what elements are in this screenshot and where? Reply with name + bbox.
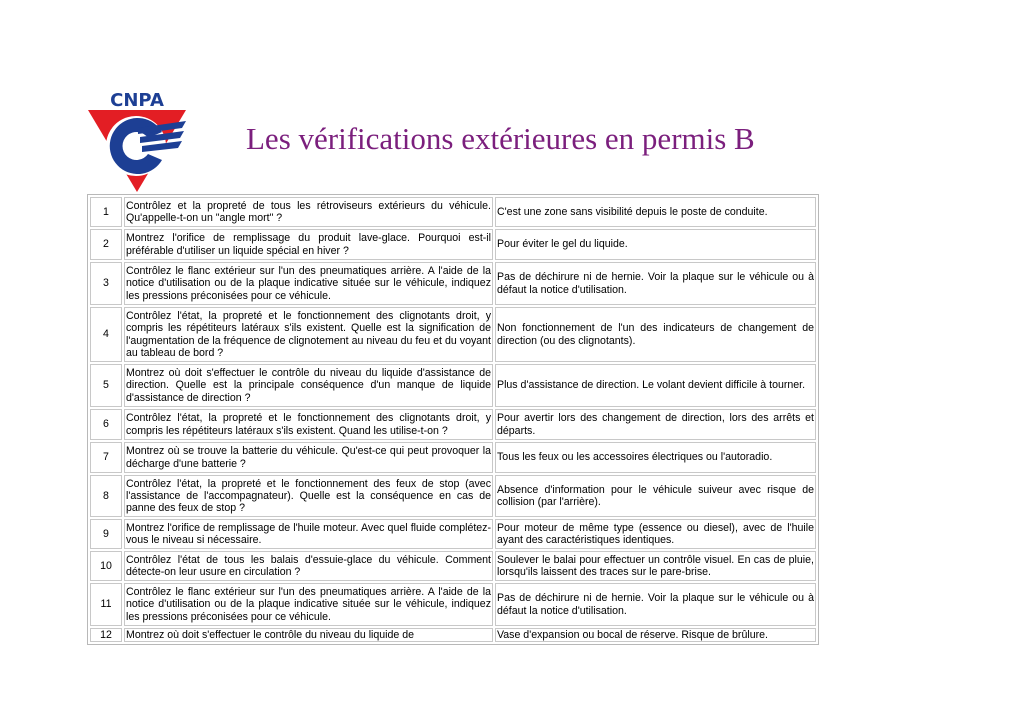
table-row: [90, 262, 816, 305]
table-row: [90, 628, 816, 642]
question-cell: Montrez où se trouve la batterie du véhicule. Qu'est-ce qui peut provoquer la décharge d'une batterie ?: [124, 442, 493, 473]
question-cell: Contrôlez et la propreté de tous les rétroviseurs extérieurs du véhicule. Qu'appelle-t-on un "angle mort" ?: [124, 197, 493, 227]
question-cell: Contrôlez le flanc extérieur sur l'un des pneumatiques arrière. A l'aide de la notice d'utilisation ou de la plaque indicative située sur le véhicule, indiquez les pressions préconisées pour ce véhicule.: [124, 262, 493, 305]
questions-table: [87, 194, 819, 645]
question-cell: Montrez où doit s'effectuer le contrôle du niveau du liquide de: [124, 628, 493, 642]
question-cell: Contrôlez l'état, la propreté et le fonctionnement des clignotants droit, y compris les répétiteurs latéraux s'ils existent. Quelle est la signification de l'augmentation de la fréquence de clignotement au niveau du feu et du voyant au tableau de bord ?: [124, 307, 493, 362]
row-number: 9: [90, 519, 122, 549]
question-cell: Contrôlez le flanc extérieur sur l'un des pneumatiques arrière. A l'aide de la notice d'utilisation ou de la plaque indicative située sur le véhicule, indiquez les pressions préconisées pour ce véhicule.: [124, 583, 493, 626]
row-number: 7: [90, 442, 122, 473]
table-row: [90, 583, 816, 626]
answer-cell: Tous les feux ou les accessoires électriques ou l'autoradio.: [495, 442, 816, 473]
row-number: 11: [90, 583, 122, 626]
row-number: 10: [90, 551, 122, 581]
table-row: [90, 229, 816, 260]
page-title: Les vérifications extérieures en permis B: [246, 121, 755, 156]
question-cell: Montrez l'orifice de remplissage de l'huile moteur. Avec quel fluide complétez-vous le niveau si nécessaire.: [124, 519, 493, 549]
table-row: [90, 551, 816, 581]
question-cell: Montrez où doit s'effectuer le contrôle du niveau du liquide d'assistance de direction. Quelle est la principale conséquence d'un manque de liquide d'assistance de direction ?: [124, 364, 493, 407]
table-row: [90, 197, 816, 227]
row-number: 4: [90, 307, 122, 362]
table-row: [90, 442, 816, 473]
row-number: 3: [90, 262, 122, 305]
row-number: 2: [90, 229, 122, 260]
answer-cell: Pour éviter le gel du liquide.: [495, 229, 816, 260]
question-cell: Contrôlez l'état, la propreté et le fonctionnement des feux de stop (avec l'assistance de l'accompagnateur). Quelle est la conséquence en cas de panne des feux de stop ?: [124, 475, 493, 517]
cnpa-logo: [86, 88, 188, 192]
answer-cell: Vase d'expansion ou bocal de réserve. Risque de brûlure.: [495, 628, 816, 642]
row-number: 8: [90, 475, 122, 517]
row-number: 12: [90, 628, 122, 642]
row-number: 5: [90, 364, 122, 407]
answer-cell: C'est une zone sans visibilité depuis le poste de conduite.: [495, 197, 816, 227]
answer-cell: Plus d'assistance de direction. Le volant devient difficile à tourner.: [495, 364, 816, 407]
table-row: [90, 409, 816, 440]
answer-cell: Non fonctionnement de l'un des indicateurs de changement de direction (ou des clignotants).: [495, 307, 816, 362]
answer-cell: Pas de déchirure ni de hernie. Voir la plaque sur le véhicule ou à défaut la notice d'utilisation.: [495, 583, 816, 626]
answer-cell: Absence d'information pour le véhicule suiveur avec risque de collision (par l'arrière).: [495, 475, 816, 517]
question-cell: Contrôlez l'état de tous les balais d'essuie-glace du véhicule. Comment détecte-on leur usure en circulation ?: [124, 551, 493, 581]
question-cell: Contrôlez l'état, la propreté et le fonctionnement des clignotants droit, y compris les répétiteurs latéraux s'ils existent. Quand les utilise-t-on ?: [124, 409, 493, 440]
question-cell: Montrez l'orifice de remplissage du produit lave-glace. Pourquoi est-il préférable d'utiliser un liquide spécial en hiver ?: [124, 229, 493, 260]
table-row: [90, 364, 816, 407]
answer-cell: Pour avertir lors des changement de direction, lors des arrêts et départs.: [495, 409, 816, 440]
table-row: [90, 475, 816, 517]
answer-cell: Pour moteur de même type (essence ou diesel), avec de l'huile ayant des caractéristiques identiques.: [495, 519, 816, 549]
answer-cell: Soulever le balai pour effectuer un contrôle visuel. En cas de pluie, lorsqu'ils laissent des traces sur le pare-brise.: [495, 551, 816, 581]
row-number: 1: [90, 197, 122, 227]
row-number: 6: [90, 409, 122, 440]
table-row: [90, 307, 816, 362]
table-row: [90, 519, 816, 549]
answer-cell: Pas de déchirure ni de hernie. Voir la plaque sur le véhicule ou à défaut la notice d'utilisation.: [495, 262, 816, 305]
svg-text:CNPA: CNPA: [110, 90, 164, 111]
